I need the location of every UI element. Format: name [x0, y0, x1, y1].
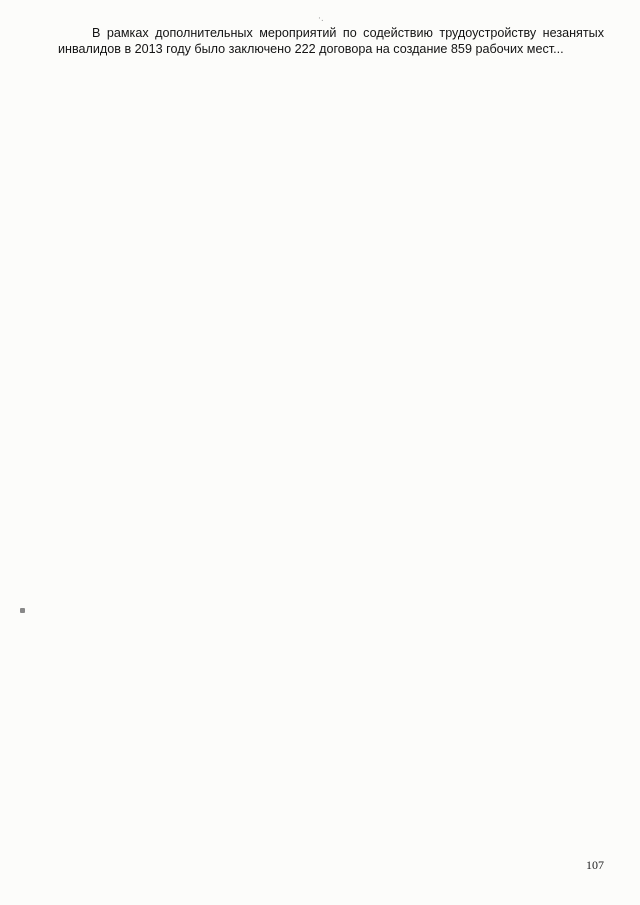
margin-mark [20, 608, 25, 613]
paragraph: В рамках дополнительных мероприятий по содействию трудоустройству незанятых инвалидов в 2013 году было заключено 222 договора на создание 859 рабочих мест... [58, 26, 604, 56]
page-number: 107 [586, 858, 604, 872]
scan-mark: ·. [318, 14, 324, 24]
document-body [58, 26, 604, 57]
